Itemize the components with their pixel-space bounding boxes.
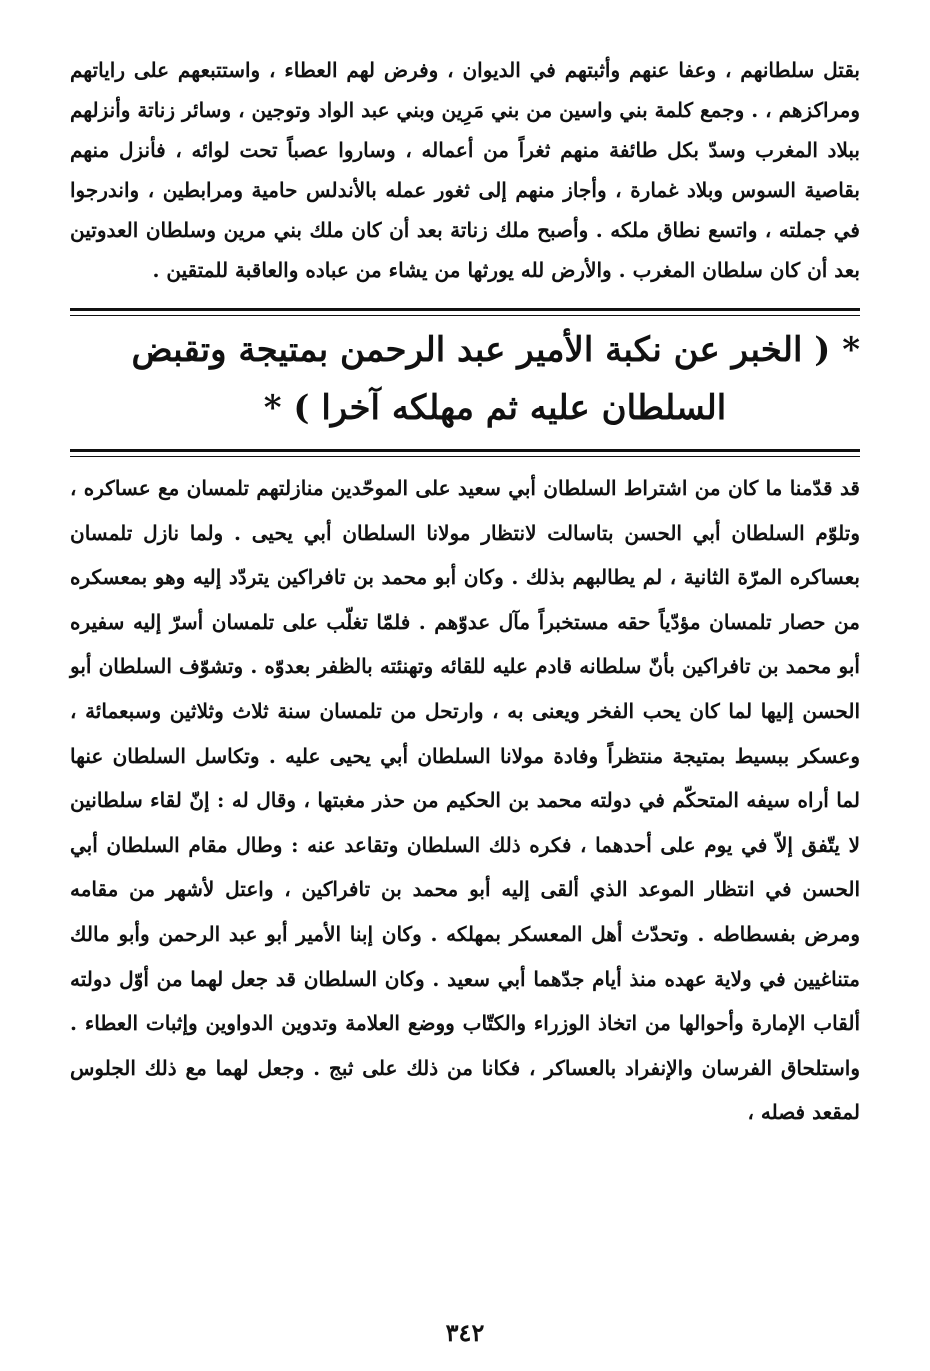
intro-paragraph: بقتل سلطانهم ، وعفا عنهم وأثبتهم في الديوان ، وفرض لهم العطاء ، واستتبعهم على راياتهم ومراكزهم ، . وجمع كلمة بني واسين من بني مَرِين وبني عبد الواد وتوجين ، وسائر زناتة وأنزلهم ببلاد المغرب وسدّ بكل طائفة منهم ثغراً من أعماله ، وساروا عصباً تحت لوائه ، فأنزل منهم بقاصية السوس وبلاد غمارة ، وأجاز منهم إلى ثغور عمله بالأندلس حامية ومرابطين ، واندرجوا في جملته ، واتسع نطاق ملكه . وأصبح ملك زناتة بعد أن كان ملك بني مرين وسلطان العدوتين بعد أن كان سلطان المغرب . والأرض لله يورثها من يشاء من عباده والعاقبة للمتقين . bbox=[70, 58, 860, 282]
book-page bbox=[70, 50, 860, 1135]
section-paragraph: قد قدّمنا ما كان من اشتراط السلطان أبي سعيد على الموحّدين منازلتهم تلمسان مع عساكره ، وتلوّم السلطان أبي الحسن بتاسالت لانتظار مولانا السلطان أبي يحيى . ولما نازل تلمسان بعساكره المرّة الثانية ، لم يطالبهم بذلك . وكان أبو محمد بن تافراكين يتردّد إليه وهو بمعسكره من حصار تلمسان مؤدّياً حقه مستخبراً مآل عدوّهم . فلمّا تغلّب على تلمسان أسرّ إليه سفيره أبو محمد بن تافراكين بأنّ سلطانه قادم عليه للقائه وتهنئته بالظفر بعدوّه . وتشوّف السلطان أبو الحسن إليها لما كان يحب الفخر ويعنى به ، وارتحل من تلمسان سنة ثلاث وثلاثين وسبعمائة ، وعسكر ببسيط بمتيجة منتظراً وفادة مولانا السلطان أبي يحيى عليه . وتكاسل السلطان عنها لما أراه سيفه المتحكّم في دولته محمد بن الحكيم من حذر مغبتها ، وقال له : إنّ لقاء سلطانين لا يتّفق إلاّ في يوم على أحدهما ، فكره ذلك السلطان وتقاعد عنه : وطال مقام السلطان أبي الحسن في انتظار الموعد الذي ألقى إليه أبو محمد بن تافراكين ، واعتل لأشهر من مقامه ومرض بفسطاطه . وتحدّث أهل المعسكر بمهلكه . وكان إبنا الأمير أبو عبد الرحمن وأبو مالك متناغيين في ولاية عهده منذ أيام جدّهما أبي سعيد . وكان السلطان قد جعل لهما من أوّل دولته ألقاب الإمارة وأحوالها من اتخاذ الوزراء والكتّاب ووضع العلامة وتدوين الدواوين وإثبات العطاء . واستلحاق الفرسان والإنفراد بالعساكر ، فكانا من ذلك على ثبج . وجعل لهما مع ذلك الجلوس لمقعد فصله ، bbox=[70, 476, 860, 1125]
section-heading bbox=[70, 321, 860, 437]
heading-line-1: * ( الخبر عن نكبة الأمير عبد الرحمن بمتيجة وتقبض bbox=[131, 330, 860, 370]
top-divider bbox=[70, 308, 860, 311]
bottom-divider bbox=[70, 449, 860, 452]
heading-line-2: السلطان عليه ثم مهلكه آخرا ) * bbox=[263, 388, 727, 428]
section-body bbox=[70, 466, 860, 1135]
page-number: ٣٤٢ bbox=[445, 1318, 485, 1347]
